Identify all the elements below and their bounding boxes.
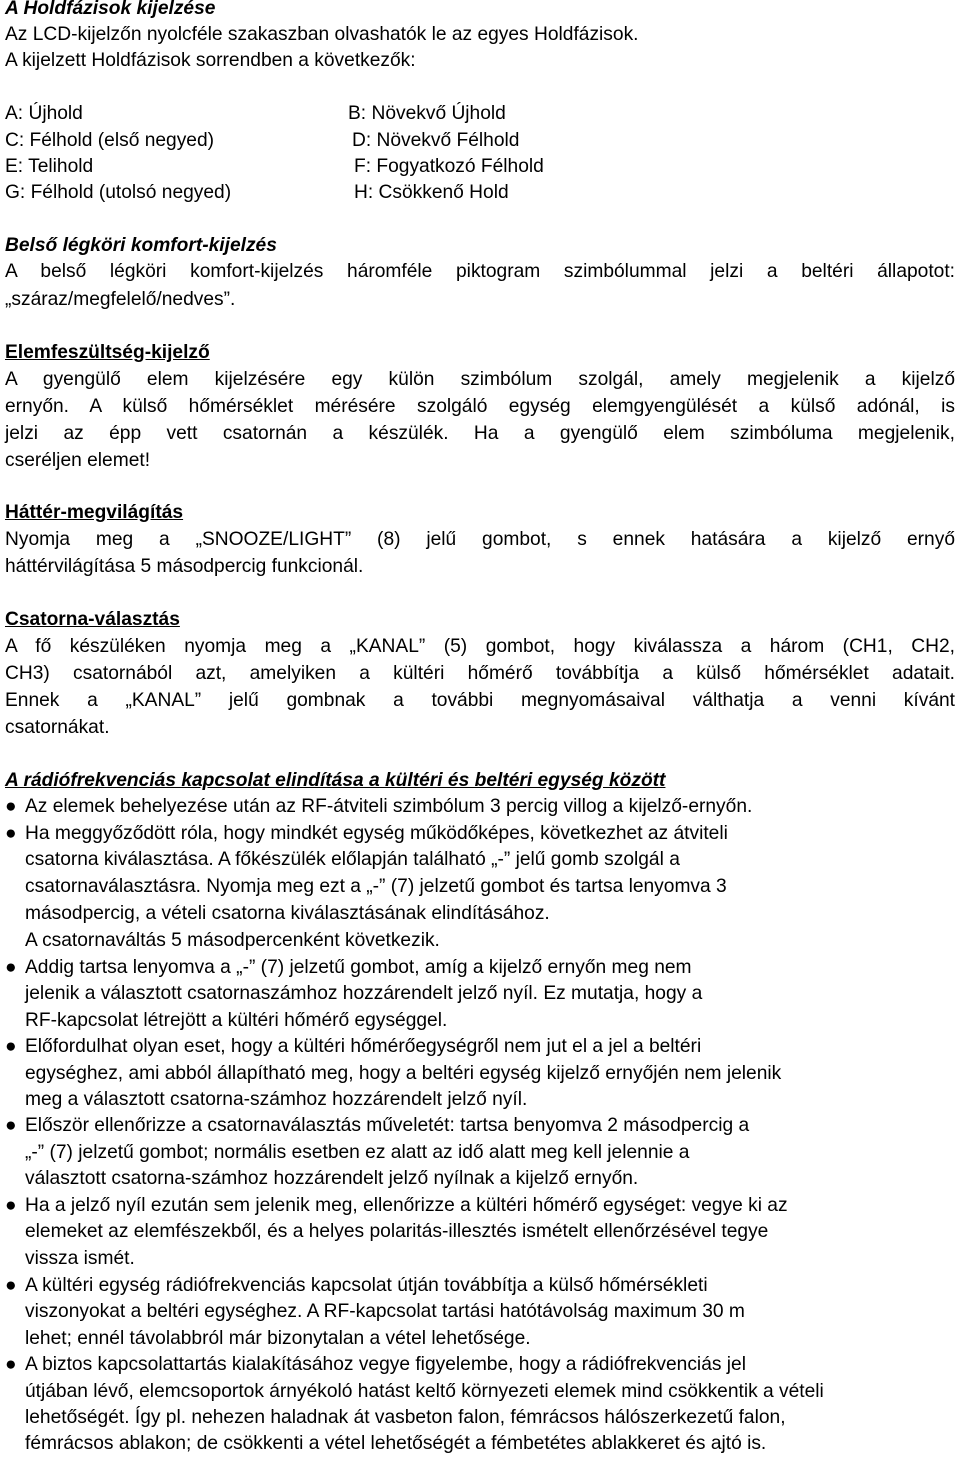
list-item-line: másodpercig, a vételi csatorna kiválasztásának elindításához. [25, 903, 550, 924]
bullet-icon: ● [5, 1354, 17, 1375]
list-item-line: csatorna kiválasztása. A főkészülék előlapján található „-” jelű gomb szolgál a [25, 849, 680, 870]
list-item-line: útjában lévő, elemcsoportok árnyékoló hatást keltő környezeti elemek mind csökkentik a vételi [25, 1381, 824, 1402]
paragraph-line: jelzi az épp vett csatornán a készülék. Ha a gyengülő elem szimbóluma megjelenik, [5, 423, 955, 444]
bullet-icon: ● [5, 796, 17, 817]
paragraph-line: A belső légköri komfort-kijelzés háromféle piktogram szimbólummal jelzi a beltéri állapotot: [5, 261, 955, 282]
section-title-battery: Elemfeszültség-kijelző [5, 342, 210, 363]
list-item-line: fémrácsos ablakon; de csökkenti a vétel lehetőségét a fémbetétes ablakkeret és ajtó is. [25, 1433, 767, 1454]
list-item-line: elemeket az elemfészekből, és a helyes polaritás-illesztés ismételt ellenőrzésével tegye [25, 1221, 769, 1242]
paragraph-line: cseréljen elemet! [5, 450, 151, 471]
list-item-line: választott csatorna-számhoz hozzárendelt jelző nyílnak a kijelző ernyőn. [25, 1168, 639, 1189]
section-title-moon-phases: A Holdfázisok kijelzése [5, 0, 216, 19]
list-item-line: RF-kapcsolat létrejött a kültéri hőmérő egységgel. [25, 1010, 448, 1031]
bullet-icon: ● [5, 823, 17, 844]
paragraph-line: Ennek a „KANAL” jelű gombnak a további megnyomásaival válthatja a venni kívánt [5, 690, 955, 711]
list-item-line: csatornaválasztásra. Nyomja meg ezt a „-” (7) jelzetű gombot és tartsa lenyomva 3 [25, 876, 727, 897]
paragraph-line: csatornákat. [5, 717, 110, 738]
bullet-icon: ● [5, 1275, 17, 1296]
list-item-line: „-” (7) jelzetű gombot; normális esetben ez alatt az idő alatt meg kell jelennie a [25, 1142, 690, 1163]
moon-phase-h: H: Csökkenő Hold [354, 182, 509, 203]
moon-phase-g: G: Félhold (utolsó negyed) [5, 182, 232, 203]
list-item-line: jelenik a választott csatornaszámhoz hozzárendelt jelző nyíl. Ez mutatja, hogy a [25, 983, 703, 1004]
list-item-line: lehet; ennél távolabbról már bizonytalan a vétel lehetősége. [25, 1328, 531, 1349]
paragraph-line: A gyengülő elem kijelzésére egy külön szimbólum szolgál, amely megjelenik a kijelző [5, 369, 955, 390]
list-item: ● Először ellenőrizze a csatornaválasztás műveletét: tartsa benyomva 2 másodpercig a [5, 1113, 749, 1139]
list-item-line: egységhez, ami abból állapítható meg, hogy a beltéri egység kijelző ernyőjén nem jelenik [25, 1063, 782, 1084]
section-title-rf-link: A rádiófrekvenciás kapcsolat elindítása a kültéri és beltéri egység között [5, 770, 666, 791]
list-item-line: A csatornaváltás 5 másodpercenként következik. [25, 930, 440, 951]
paragraph-line: háttérvilágítása 5 másodpercig funkcionál. [5, 556, 364, 577]
list-item: ● Addig tartsa lenyomva a „-” (7) jelzetű gombot, amíg a kijelző ernyőn meg nem [5, 955, 692, 981]
list-item: ● A kültéri egység rádiófrekvenciás kapcsolat útján továbbítja a külső hőmérsékleti [5, 1273, 708, 1299]
paragraph-line: ernyőn. A külső hőmérséklet mérésére szolgáló egység elemgyengülését a külső adónál, is [5, 396, 955, 417]
bullet-icon: ● [5, 1195, 17, 1216]
list-item: ● A biztos kapcsolattartás kialakításához vegye figyelembe, hogy a rádiófrekvenciás jel [5, 1352, 746, 1378]
moon-phase-f: F: Fogyatkozó Félhold [354, 156, 544, 177]
moon-phase-d: D: Növekvő Félhold [352, 130, 520, 151]
bullet-icon: ● [5, 957, 17, 978]
list-item-line: vissza ismét. [25, 1248, 135, 1269]
list-item-line: meg a választott csatorna-számhoz hozzárendelt jelző nyíl. [25, 1089, 528, 1110]
paragraph-line: „száraz/megfelelő/nedves”. [5, 289, 236, 310]
moon-phase-e: E: Telihold [5, 156, 94, 177]
paragraph-line: CH3) csatornából azt, amelyiken a kültéri hőmérő továbbítja a külső hőmérséklet adatait. [5, 663, 955, 684]
paragraph-line: A fő készüléken nyomja meg a „KANAL” (5) gombot, hogy kiválassza a három (CH1, CH2, [5, 636, 955, 657]
paragraph-line: Az LCD-kijelzőn nyolcféle szakaszban olvashatók le az egyes Holdfázisok. [5, 24, 639, 45]
moon-phase-b: B: Növekvő Újhold [348, 103, 506, 124]
moon-phase-a: A: Újhold [5, 103, 83, 124]
list-item-line: lehetőségét. Így pl. nehezen haladnak át vasbeton falon, fémrácsos hálószerkezetű falon, [25, 1407, 786, 1428]
paragraph-line: Nyomja meg a „SNOOZE/LIGHT” (8) jelű gombot, s ennek hatására a kijelző ernyő [5, 529, 955, 550]
section-title-backlight: Háttér-megvilágítás [5, 502, 184, 523]
list-item: ● Az elemek behelyezése után az RF-átviteli szimbólum 3 percig villog a kijelző-ernyőn. [5, 794, 752, 820]
list-item: ● Előfordulhat olyan eset, hogy a kültéri hőmérőegységről nem jut el a jel a beltéri [5, 1034, 701, 1060]
list-item: ● Ha a jelző nyíl ezután sem jelenik meg, ellenőrizze a kültéri hőmérő egységet: vegye ki az [5, 1193, 788, 1219]
moon-phase-c: C: Félhold (első negyed) [5, 130, 215, 151]
list-item: ● Ha meggyőződött róla, hogy mindkét egység működőképes, következhet az átviteli [5, 821, 728, 847]
section-title-channel: Csatorna-választás [5, 609, 180, 630]
list-item-line: viszonyokat a beltéri egységhez. A RF-kapcsolat tartási hatótávolság maximum 30 m [25, 1301, 745, 1322]
bullet-icon: ● [5, 1115, 17, 1136]
section-title-comfort: Belső légköri komfort-kijelzés [5, 235, 277, 256]
bullet-icon: ● [5, 1036, 17, 1057]
paragraph-line: A kijelzett Holdfázisok sorrendben a következők: [5, 50, 416, 71]
